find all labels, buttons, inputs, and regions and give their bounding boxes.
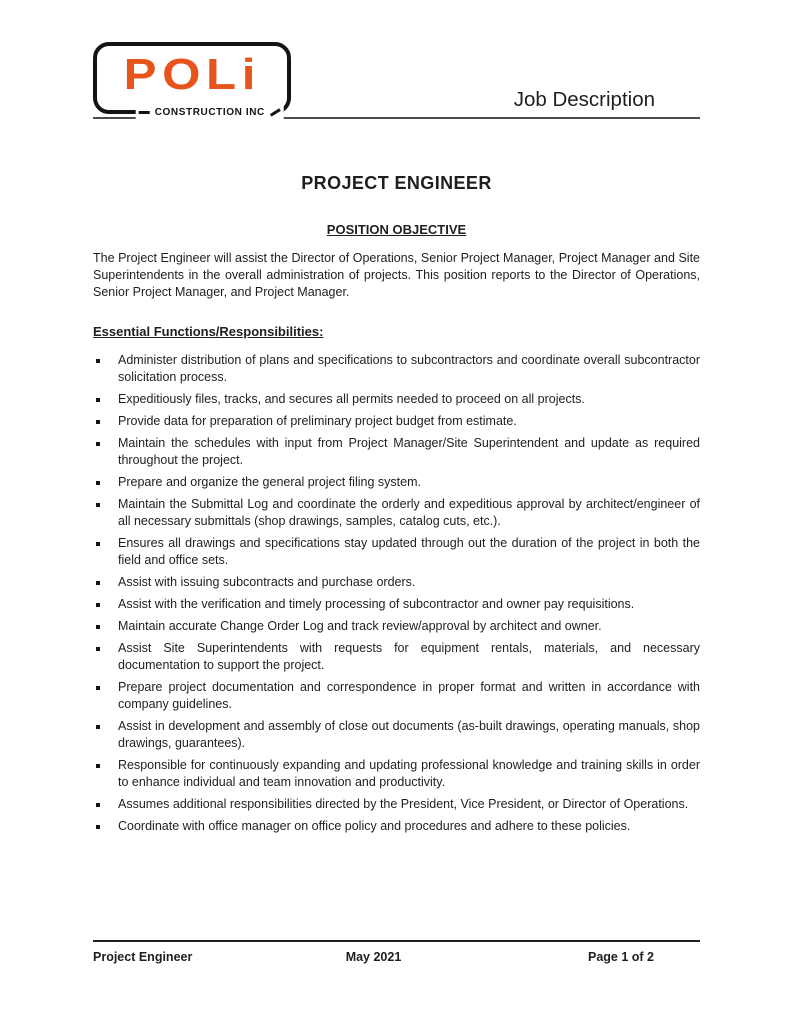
bullet-square-icon (96, 603, 100, 607)
responsibility-text: Responsible for continuously expanding and updating professional knowledge and training skills in order to enhance individual and team innovation and productivity. (118, 758, 700, 789)
company-logo (93, 42, 291, 118)
responsibility-text: Assumes additional responsibilities directed by the President, Vice President, or Director of Operations. (118, 797, 689, 811)
responsibility-item (93, 718, 700, 752)
responsibility-text: Administer distribution of plans and specifications to subcontractors and coordinate overall subcontractor solicitation process. (118, 353, 700, 384)
responsibility-item (93, 818, 700, 835)
document-body (93, 173, 700, 835)
responsibility-text: Assist with issuing subcontracts and purchase orders. (118, 575, 416, 589)
bullet-square-icon (96, 481, 100, 485)
bullet-square-icon (96, 420, 100, 424)
responsibility-item (93, 496, 700, 530)
footer-page-number: Page 1 of 2 (588, 950, 654, 964)
header-title: Job Description (513, 88, 655, 111)
bullet-square-icon (96, 725, 100, 729)
responsibility-item (93, 757, 700, 791)
responsibility-item (93, 679, 700, 713)
responsibility-item (93, 640, 700, 674)
bullet-square-icon (96, 803, 100, 807)
bullet-square-icon (96, 647, 100, 651)
footer-doc-title: Project Engineer (93, 950, 193, 964)
responsibility-text: Coordinate with office manager on office policy and procedures and adhere to these policies. (118, 819, 631, 833)
bullet-square-icon (96, 542, 100, 546)
bullet-square-icon (96, 686, 100, 690)
bullet-square-icon (96, 625, 100, 629)
responsibility-text: Ensures all drawings and specifications stay updated through out the duration of the project in both the field and office sets. (118, 536, 700, 567)
bullet-square-icon (96, 764, 100, 768)
responsibility-item (93, 391, 700, 408)
logo-brand-text: POLi (123, 50, 261, 99)
document-title: PROJECT ENGINEER (301, 173, 492, 193)
responsibility-text: Prepare and organize the general project filing system. (118, 475, 421, 489)
responsibility-text: Maintain the Submittal Log and coordinate the orderly and expeditious approval by architect/engineer of all necessary submittals (shop drawings, samples, catalog cuts, etc.). (118, 497, 700, 528)
responsibility-item (93, 474, 700, 491)
logo-tagline-text: CONSTRUCTION INC (136, 106, 284, 120)
responsibility-item (93, 618, 700, 635)
responsibility-text: Provide data for preparation of preliminary project budget from estimate. (118, 414, 517, 428)
bullet-square-icon (96, 359, 100, 363)
position-objective-text: The Project Engineer will assist the Director of Operations, Senior Project Manager, Project Manager and Site Superintendents in the overall administration of projects. This position reports to the Director of Operations, Senior Project Manager, and Project Manager. (93, 251, 700, 299)
responsibilities-heading: Essential Functions/Responsibilities: (93, 324, 324, 339)
responsibility-text: Maintain accurate Change Order Log and track review/approval by architect and owner. (118, 619, 602, 633)
document-footer (93, 940, 700, 966)
responsibility-text: Assist in development and assembly of close out documents (as-built drawings, operating manuals, shop drawings, guarantees). (118, 719, 700, 750)
responsibility-item (93, 596, 700, 613)
responsibility-item (93, 435, 700, 469)
responsibility-text: Prepare project documentation and correspondence in proper format and written in accordance with company guidelines. (118, 680, 700, 711)
position-objective-heading: POSITION OBJECTIVE (326, 222, 467, 237)
bullet-square-icon (96, 825, 100, 829)
bullet-square-icon (96, 581, 100, 585)
responsibility-item (93, 796, 700, 813)
responsibility-text: Assist with the verification and timely processing of subcontractor and owner pay requisitions. (118, 597, 635, 611)
responsibility-item (93, 535, 700, 569)
responsibilities-list (93, 352, 700, 835)
bullet-square-icon (96, 442, 100, 446)
responsibility-text: Expeditiously files, tracks, and secures all permits needed to proceed on all projects. (118, 392, 585, 406)
responsibility-text: Maintain the schedules with input from Project Manager/Site Superintendent and update as required throughout the project. (118, 436, 700, 467)
responsibility-item (93, 413, 700, 430)
bullet-square-icon (96, 398, 100, 402)
document-header (0, 0, 791, 118)
bullet-square-icon (96, 503, 100, 507)
responsibility-text: Assist Site Superintendents with requests for equipment rentals, materials, and necessary documentation to support the project. (118, 641, 700, 672)
footer-date: May 2021 (345, 950, 402, 964)
responsibility-item (93, 574, 700, 591)
responsibility-item (93, 352, 700, 386)
